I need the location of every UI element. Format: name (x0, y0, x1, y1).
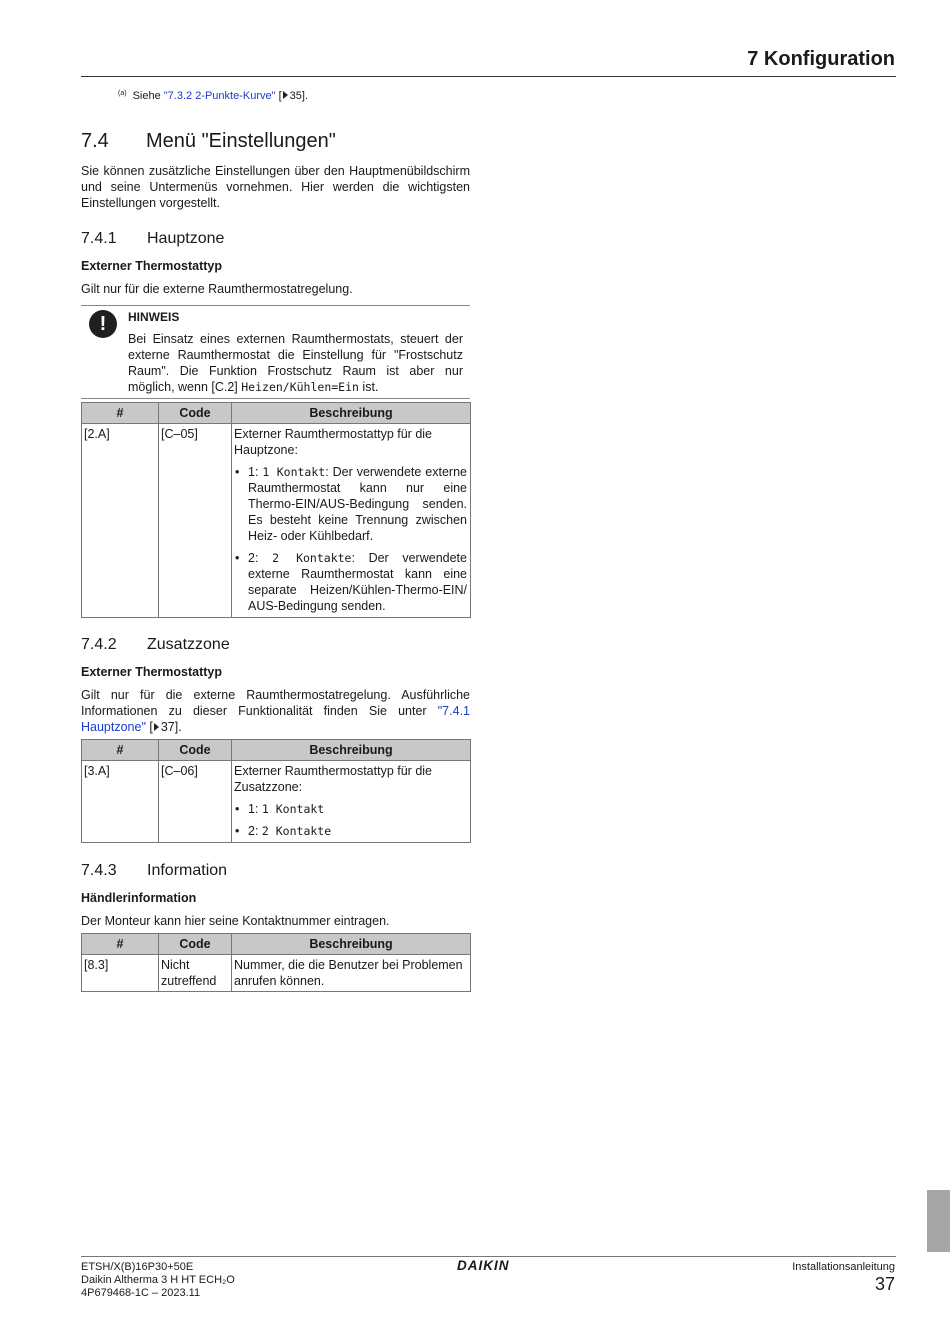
zusatzzone-text (81, 687, 470, 735)
footer-product: Daikin Altherma 3 H HT ECH₂O (81, 1274, 235, 1286)
zusatzzone-text-body: Gilt nur für die externe Raumthermostatregelung. Ausführliche Informationen zu dieser Funktionalität finden Sie unter (81, 688, 470, 718)
page-ref-close: ]. (174, 720, 182, 734)
hauptzone-heading (81, 230, 224, 248)
table-row (82, 761, 471, 843)
col-header-number: # (82, 403, 159, 424)
cell-code: [C–06] (159, 761, 232, 843)
section-number: 7.4 (81, 130, 109, 152)
cell-id: [2.A] (82, 424, 159, 618)
col-header-code: Code (159, 934, 232, 955)
cell-id: [3.A] (82, 761, 159, 843)
page-arrow-icon (283, 91, 288, 99)
page-ref-open: [ (275, 90, 282, 102)
section-intro: Sie können zusätzliche Einstellungen über den Hauptmenübildschirm und seine Untermenüs vornehmen. Hier werden die wichtigsten Einstellungen vorgestellt. (81, 164, 470, 210)
bullet-code: 2 Kontakte (261, 824, 332, 838)
bullet-code: 2 Kontakte (272, 551, 352, 565)
footnote-link[interactable]: "7.3.2 2-Punkte-Kurve" (163, 90, 276, 102)
bullet-code: 1 Kontakt (262, 465, 326, 479)
page-arrow-icon (154, 723, 159, 731)
table-row (82, 424, 471, 618)
description-text: Externer Raumthermostattyp für die Zusatzzone: (234, 764, 432, 794)
hauptzone-table (81, 402, 471, 618)
information-subheading: Händlerinformation (81, 891, 197, 905)
cell-description (232, 761, 471, 843)
bullet-text: : Der verwendete externe Raumthermostat kann nur eine Thermo-EIN/AUS-Bedingung senden. Es besteht keine Trennung zwischen Heiz- oder Kühlbedarf. (248, 465, 467, 543)
col-header-description: Beschreibung (232, 934, 471, 955)
page-ref-close: ]. (301, 90, 309, 102)
col-header-description: Beschreibung (232, 403, 471, 424)
footer-doc-type: Installationsanleitung (792, 1261, 895, 1273)
footer-rule (81, 1256, 896, 1257)
table-header-row (82, 740, 471, 761)
bullet-text: : Der verwendete externe Raumthermostat kann eine separate Heizen/Kühlen-Thermo-EIN/ AUS-Bedingung senden. (248, 551, 467, 613)
hauptzone-link[interactable]: "7.4.1 Hauptzone" (81, 704, 470, 734)
footnote (118, 90, 308, 102)
zusatzzone-heading (81, 636, 230, 654)
col-header-code: Code (159, 403, 232, 424)
information-number: 7.4.3 (81, 862, 117, 879)
notice-text-a: Bei Einsatz eines externen Raumthermostats, steuert der externe Raumthermostat die Einstellung für "Frostschutz Raum". Die Funktion Frostschutz Raum ist aber nur möglich, wenn [C.2] (128, 332, 463, 394)
footer-model: ETSH/X(B)16P30+50E (81, 1261, 194, 1273)
information-table (81, 933, 471, 992)
col-header-number: # (82, 740, 159, 761)
cell-code: [C–05] (159, 424, 232, 618)
information-text: Der Monteur kann hier seine Kontaktnummer eintragen. (81, 914, 390, 928)
bullet-prefix: 2: (248, 551, 273, 565)
zusatzzone-subheading: Externer Thermostattyp (81, 665, 223, 679)
table-row (82, 955, 471, 992)
side-tab-marker (927, 1190, 950, 1252)
footnote-marker: (a) (118, 90, 127, 97)
list-item (234, 550, 467, 614)
table-header-row (82, 403, 471, 424)
hauptzone-title: Hauptzone (147, 230, 225, 247)
notice-box (81, 305, 470, 399)
information-heading (81, 862, 227, 880)
zusatzzone-number: 7.4.2 (81, 636, 117, 653)
section-heading (81, 130, 336, 153)
cell-code: Nicht zutreffend (159, 955, 232, 992)
cell-description: Nummer, die die Benutzer bei Problemen anrufen können. (232, 955, 471, 992)
description-text: Externer Raumthermostattyp für die Hauptzone: (234, 427, 432, 457)
warning-icon: ! (89, 310, 117, 338)
information-title: Information (147, 862, 228, 879)
footer-product-info (81, 1261, 235, 1300)
zusatzzone-title: Zusatzzone (147, 636, 230, 653)
bullet-prefix: 2: (248, 824, 262, 838)
list-item (234, 801, 467, 817)
cell-id: [8.3] (82, 955, 159, 992)
header-rule (81, 76, 896, 77)
zusatzzone-table (81, 739, 471, 843)
bullet-prefix: 1: (248, 465, 263, 479)
notice-code: Heizen/Kühlen=Ein (241, 380, 359, 394)
bullet-code: 1 Kontakt (261, 802, 325, 816)
notice-text (128, 331, 463, 395)
hauptzone-subheading: Externer Thermostattyp (81, 259, 223, 273)
cell-description (232, 424, 471, 618)
bullet-prefix: 1: (248, 802, 262, 816)
col-header-code: Code (159, 740, 232, 761)
page-ref-open: [ (145, 720, 153, 734)
table-header-row (82, 934, 471, 955)
page-number: 37 (874, 1274, 895, 1294)
footnote-page: 35 (289, 90, 302, 102)
list-item (234, 823, 467, 839)
col-header-number: # (82, 934, 159, 955)
page-ref: 37 (160, 720, 175, 734)
daikin-logo: DAIKIN (457, 1258, 510, 1273)
hauptzone-text: Gilt nur für die externe Raumthermostatregelung. (81, 282, 353, 296)
col-header-description: Beschreibung (232, 740, 471, 761)
footer-doc-id: 4P679468-1C – 2023.11 (81, 1287, 201, 1299)
notice-text-b: ist. (358, 380, 379, 394)
notice-title: HINWEIS (128, 310, 180, 324)
hauptzone-number: 7.4.1 (81, 230, 117, 247)
section-title: Menü "Einstellungen" (146, 130, 336, 152)
chapter-heading: 7 Konfiguration (747, 48, 895, 70)
footnote-prefix: Siehe (132, 90, 164, 102)
list-item (234, 464, 467, 544)
